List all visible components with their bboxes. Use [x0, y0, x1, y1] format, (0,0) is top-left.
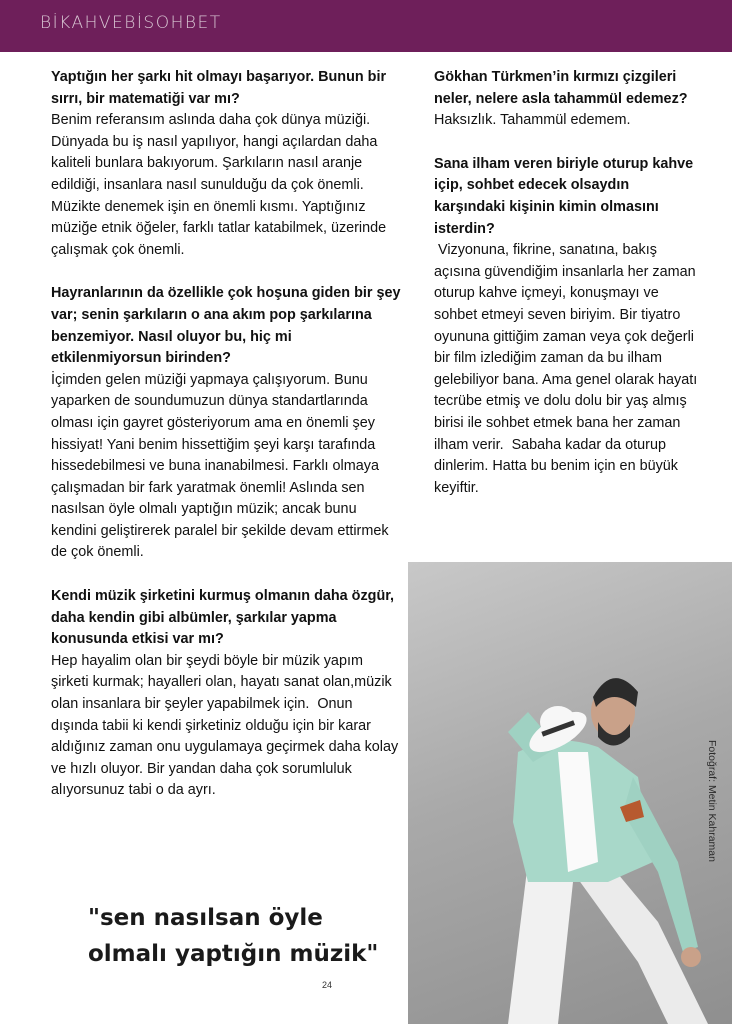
- artist-figure-illustration: [408, 562, 732, 1024]
- photo-credit: [706, 740, 720, 890]
- pull-quote: "sen nasılsan öyle olmalı yaptığın müzik": [88, 905, 379, 967]
- answer: Benim referansım aslında daha çok dünya müziği. Dünyada bu iş nasıl yapılıyor, hangi açılardan daha kaliteli bunlara bakıyorum. Şarkıların nasıl aranje edildiği, insanlara nasıl sunulduğu da çok önemli. Müzikte denemek işin en önemli kısmı. Yaptığınız müziğe etnik öğeler, farklı tatlar katabilmek, üzerinde çalışmak çok önemli.: [51, 112, 391, 258]
- photo-credit-text: Fotoğraf: Metin Kahraman: [706, 740, 718, 862]
- magazine-section-title: BİKAHVEBİSOHBET: [40, 13, 222, 33]
- answer: Haksızlık. Tahammül edemem.: [434, 112, 631, 129]
- question: Yaptığın her şarkı hit olmayı başarıyor. Bunun bir sırrı, bir matematiği var mı?: [51, 69, 387, 107]
- page-header: [0, 0, 732, 52]
- question: Hayranlarının da özellikle çok hoşuna giden bir şey var; senin şarkıların o ana akım pop şarkılarına benzemiyor. Nasıl oluyor bu, hiç mi etkilenmiyorsun birinden?: [51, 285, 401, 367]
- answer: İçimden gelen müziği yapmaya çalışıyorum. Bunu yaparken de soundumuzun dünya standartlarında olması için gayret gösteriyorum ama en önemli şey hissiyat! Yani benim hissettiğim şeyi karşı tarafında hissedebilmesi ve buna inanabilmesi. Farklı olmaya çalışmadan bir fark yaratmak önemli! Aslında sen nasılsan öyle olmalı yaptığın müzik; ancak bunu kendini geliştirerek paralel bir şekilde devam ettirmek de çok önemli.: [51, 371, 393, 561]
- question: Sana ilham veren biriyle oturup kahve içip, sohbet edecek olsaydın karşındaki kişinin kimin olmasını isterdin?: [434, 155, 694, 237]
- answer: Vizyonuna, fikrine, sanatına, bakış açısına güvendiğim insanlarla her zaman oturup kahve içmeyi, konuşmayı ve sohbet etmeyi seven biriyim. Bir tiyatro oyununa gittiğim zaman veya çok değerli bir film izlediğim zaman da bu ilham gelebiliyor bana. Ama genel olarak hayatı tecrübe etmiş ve dolu dolu bir yaş almış birisi ile sohbet etmek bana her zaman ilham verir. Sabaha kadar da oturup dinlerim. Hatta bu benim için en büyük keyiftir.: [434, 242, 702, 496]
- artist-photo: [408, 562, 732, 1024]
- right-column: [434, 67, 704, 521]
- question: Gökhan Türkmen’in kırmızı çizgileri neler, nelere asla tahammül edemez?: [434, 69, 688, 107]
- answer: Hep hayalim olan bir şeydi böyle bir müzik yapım şirketi kurmak; hayalleri olan, hayatı sanat olan,müzik olan insanlara bir şeyler yapabilmek için. Onun dışında tabii ki kendi şirketiniz olduğu için bir karar aldığınız zaman onu uygulamaya geçirmek daha kolay ve hızlı oluyor. Bir yandan daha çok sorumluluk alıyorsunuz tabi o da ayrı.: [51, 652, 403, 799]
- left-column: [51, 67, 401, 824]
- page-number: 24: [322, 980, 333, 990]
- question: Kendi müzik şirketini kurmuş olmanın daha özgür, daha kendin gibi albümler, şarkılar yapma konusunda etkisi var mı?: [51, 588, 395, 648]
